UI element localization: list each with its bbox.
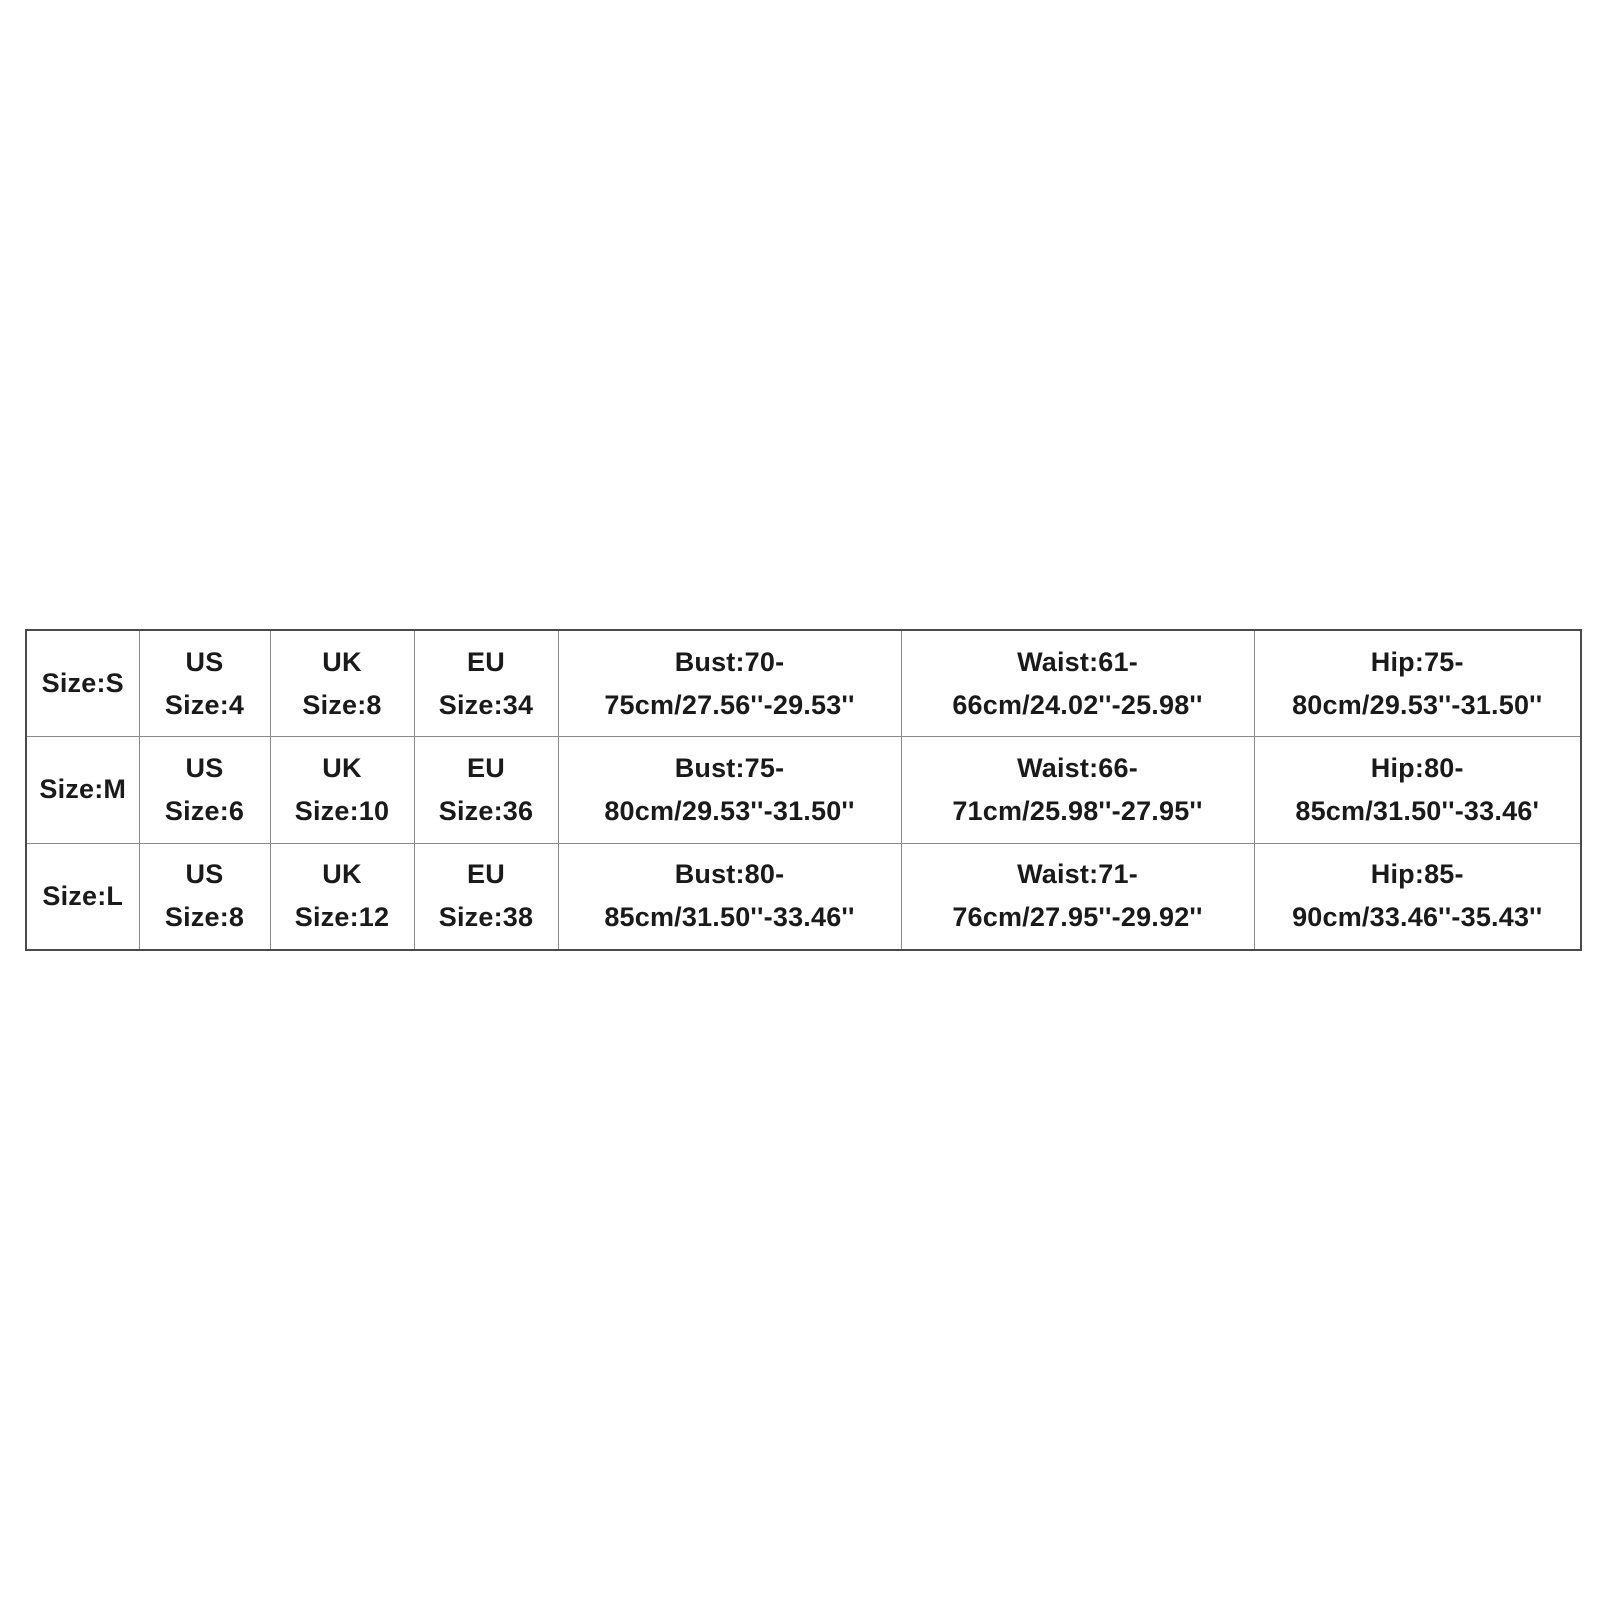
uk-size-value: Size:12 [294, 902, 390, 933]
bust-cell [558, 737, 901, 843]
uk-size-cell [270, 843, 414, 950]
eu-size-cell [414, 843, 558, 950]
bust-label: Bust:80- [674, 859, 785, 890]
waist-label: Waist:66- [1017, 752, 1138, 783]
size-label-cell [26, 630, 139, 737]
eu-size-cell [414, 630, 558, 737]
size-row-s [26, 630, 1581, 737]
eu-size-value: Size:38 [438, 902, 534, 933]
size-chart-table [25, 629, 1582, 951]
size-row-m [26, 737, 1581, 843]
bust-value: 80cm/29.53''-31.50'' [604, 795, 855, 826]
eu-label: EU [467, 859, 505, 890]
hip-cell [1254, 843, 1581, 950]
us-size-value: Size:8 [164, 902, 245, 933]
eu-size-value: Size:34 [438, 689, 534, 720]
size-label-cell [26, 737, 139, 843]
uk-size-cell [270, 737, 414, 843]
waist-value: 66cm/24.02''-25.98'' [952, 689, 1203, 720]
us-label: US [185, 859, 224, 890]
hip-label: Hip:85- [1370, 859, 1464, 890]
uk-label: UK [322, 859, 362, 890]
hip-cell [1254, 630, 1581, 737]
uk-label: UK [322, 646, 362, 677]
waist-value: 71cm/25.98''-27.95'' [952, 795, 1203, 826]
us-label: US [185, 752, 224, 783]
waist-cell [901, 630, 1254, 737]
hip-value: 90cm/33.46''-35.43'' [1292, 902, 1543, 933]
size-row-l [26, 843, 1581, 950]
uk-size-value: Size:8 [302, 689, 382, 720]
bust-cell [558, 843, 901, 950]
waist-cell [901, 843, 1254, 950]
hip-label: Hip:75- [1370, 646, 1464, 677]
hip-label: Hip:80- [1370, 752, 1464, 783]
eu-size-value: Size:36 [438, 795, 534, 826]
us-size-value: Size:6 [164, 795, 245, 826]
eu-label: EU [467, 646, 505, 677]
waist-cell [901, 737, 1254, 843]
hip-value: 85cm/31.50''-33.46' [1295, 795, 1540, 826]
us-size-cell [139, 630, 270, 737]
hip-cell [1254, 737, 1581, 843]
bust-value: 85cm/31.50''-33.46'' [604, 902, 855, 933]
size-label-cell [26, 843, 139, 950]
uk-size-value: Size:10 [294, 795, 390, 826]
hip-value: 80cm/29.53''-31.50'' [1292, 689, 1543, 720]
waist-label: Waist:61- [1017, 646, 1138, 677]
us-size-cell [139, 843, 270, 950]
bust-cell [558, 630, 901, 737]
us-size-cell [139, 737, 270, 843]
waist-value: 76cm/27.95''-29.92'' [952, 902, 1203, 933]
us-label: US [185, 646, 224, 677]
size-label: Size:M [39, 774, 127, 805]
uk-label: UK [322, 752, 362, 783]
uk-size-cell [270, 630, 414, 737]
bust-label: Bust:70- [674, 646, 785, 677]
us-size-value: Size:4 [164, 689, 245, 720]
bust-label: Bust:75- [674, 752, 785, 783]
eu-label: EU [467, 752, 505, 783]
size-label: Size:L [42, 880, 124, 911]
size-label: Size:S [41, 668, 124, 699]
eu-size-cell [414, 737, 558, 843]
waist-label: Waist:71- [1017, 859, 1138, 890]
bust-value: 75cm/27.56''-29.53'' [604, 689, 855, 720]
